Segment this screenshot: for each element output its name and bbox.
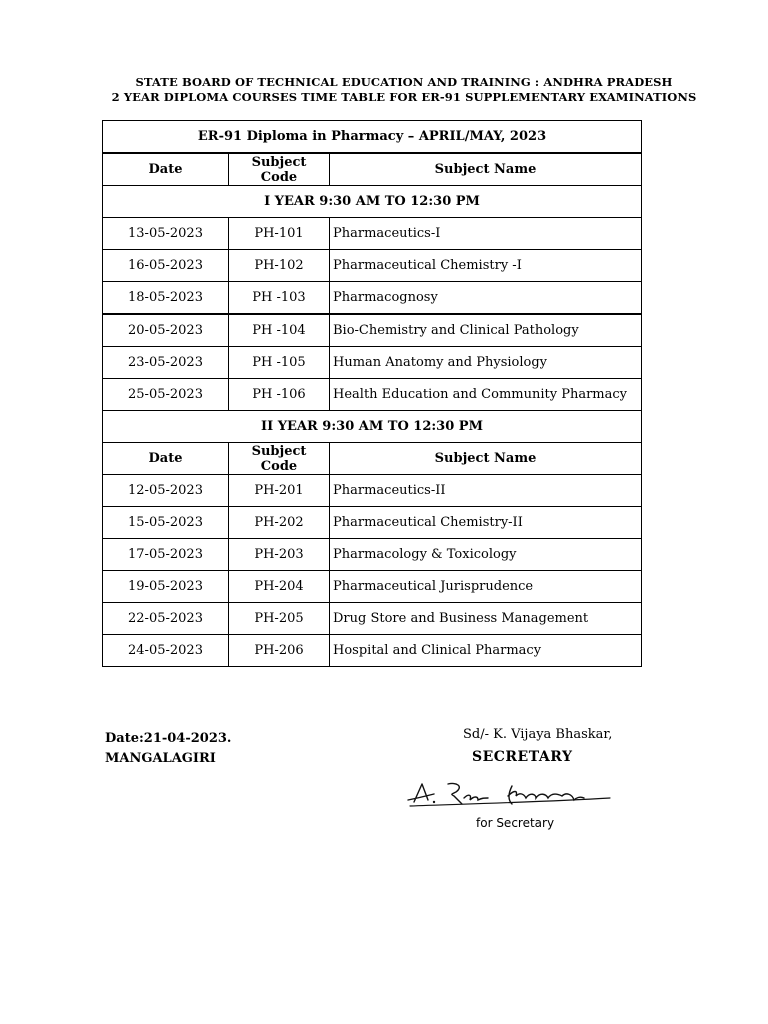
subject-code: PH-102	[229, 250, 330, 282]
subject-code: PH -106	[229, 379, 330, 411]
table-row	[103, 347, 642, 379]
col-name-header: Subject Name	[330, 153, 642, 186]
exam-date: 23-05-2023	[103, 347, 229, 379]
table-row	[103, 282, 642, 315]
subject-code: PH-101	[229, 218, 330, 250]
year2-section-row	[103, 411, 642, 443]
subject-name: Health Education and Community Pharmacy	[330, 379, 642, 411]
subject-code: PH-203	[229, 539, 330, 571]
subject-name: Bio-Chemistry and Clinical Pathology	[330, 314, 642, 347]
subject-name: Pharmacology & Toxicology	[330, 539, 642, 571]
handwritten-signature	[404, 776, 614, 812]
subject-name: Pharmacognosy	[330, 282, 642, 315]
table-row	[103, 314, 642, 347]
col-date-header: Date	[103, 153, 229, 186]
subject-code: PH -105	[229, 347, 330, 379]
issue-place: MANGALAGIRI	[105, 751, 216, 766]
designation: SECRETARY	[472, 749, 573, 765]
table-row	[103, 218, 642, 250]
col-date-header: Date	[103, 443, 229, 475]
timetable-heading: 2 YEAR DIPLOMA COURSES TIME TABLE FOR ER-91 SUPPLEMENTARY EXAMINATIONS	[111, 90, 697, 104]
exam-date: 22-05-2023	[103, 603, 229, 635]
exam-date: 13-05-2023	[103, 218, 229, 250]
exam-timetable	[102, 120, 642, 667]
subject-name: Human Anatomy and Physiology	[330, 347, 642, 379]
subject-code: PH-201	[229, 475, 330, 507]
table-row	[103, 539, 642, 571]
year1-section-row	[103, 186, 642, 218]
col-name-header: Subject Name	[330, 443, 642, 475]
subject-name: Pharmaceutical Chemistry -I	[330, 250, 642, 282]
table-row	[103, 571, 642, 603]
col-code-header: Subject Code	[229, 153, 330, 186]
table-row	[103, 379, 642, 411]
exam-date: 16-05-2023	[103, 250, 229, 282]
exam-date: 24-05-2023	[103, 635, 229, 667]
table-title-row	[103, 121, 642, 154]
subject-name: Drug Store and Business Management	[330, 603, 642, 635]
subject-code: PH-202	[229, 507, 330, 539]
exam-date: 12-05-2023	[103, 475, 229, 507]
subject-code: PH -103	[229, 282, 330, 315]
table-row	[103, 507, 642, 539]
subject-name: Hospital and Clinical Pharmacy	[330, 635, 642, 667]
year1-header-row	[103, 153, 642, 186]
table-title: ER-91 Diploma in Pharmacy – APRIL/MAY, 2023	[103, 121, 642, 154]
year2-header-row	[103, 443, 642, 475]
exam-date: 20-05-2023	[103, 314, 229, 347]
for-secretary: for Secretary	[476, 816, 555, 830]
exam-date: 19-05-2023	[103, 571, 229, 603]
subject-code: PH-204	[229, 571, 330, 603]
exam-date: 15-05-2023	[103, 507, 229, 539]
exam-date: 17-05-2023	[103, 539, 229, 571]
table-row	[103, 250, 642, 282]
signed-by: Sd/- K. Vijaya Bhaskar,	[463, 727, 613, 742]
subject-code: PH-205	[229, 603, 330, 635]
year1-heading: I YEAR 9:30 AM TO 12:30 PM	[103, 186, 642, 218]
subject-name: Pharmaceutics-II	[330, 475, 642, 507]
subject-name: Pharmaceutical Chemistry-II	[330, 507, 642, 539]
board-heading: STATE BOARD OF TECHNICAL EDUCATION AND TRAINING : ANDHRA PRADESH	[135, 75, 673, 89]
subject-code: PH -104	[229, 314, 330, 347]
issue-date: Date:21-04-2023.	[105, 731, 232, 746]
subject-name: Pharmaceutical Jurisprudence	[330, 571, 642, 603]
col-code-header: Subject Code	[229, 443, 330, 475]
exam-date: 25-05-2023	[103, 379, 229, 411]
year2-heading: II YEAR 9:30 AM TO 12:30 PM	[103, 411, 642, 443]
table-row	[103, 475, 642, 507]
exam-date: 18-05-2023	[103, 282, 229, 315]
table-row	[103, 603, 642, 635]
subject-code: PH-206	[229, 635, 330, 667]
table-row	[103, 635, 642, 667]
subject-name: Pharmaceutics-I	[330, 218, 642, 250]
